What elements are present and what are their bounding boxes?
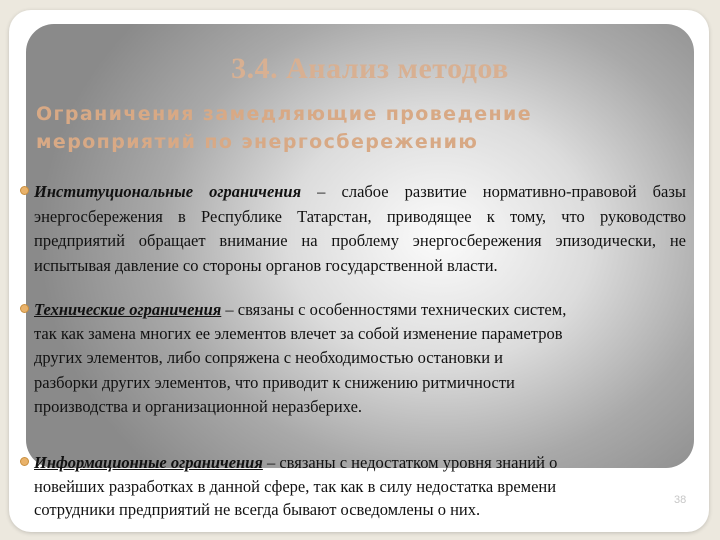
bullet-text	[34, 451, 686, 522]
subtitle-line: мероприятий по энергосбережению	[36, 131, 479, 153]
bullet-technical	[20, 298, 686, 419]
bullet-informational	[20, 451, 686, 522]
bullet-line: производства и организационной неразберихе.	[34, 396, 363, 416]
bullet-text	[34, 298, 684, 419]
bullet-dot-icon	[20, 186, 29, 195]
bullet-description: – слабое развитие нормативно-правовой базы энергосбережения в Республике Татарстан, приводящее к тому, что руководство предприятий обращает внимание на проблему энергосбережения эпизодически, не испытывая давление со стороны органов государственной власти.	[34, 182, 686, 275]
bullet-dot-icon	[20, 457, 29, 466]
bullet-line: разборки других элементов, что приводит к снижению ритмичности	[34, 372, 515, 392]
bullet-term: Институциональные ограничения	[34, 182, 302, 201]
bullet-dot-icon	[20, 304, 29, 313]
slide-title: 3.4. Анализ методов	[231, 52, 509, 85]
bullet-text	[34, 180, 686, 278]
bullet-line	[34, 451, 686, 475]
slide-subtitle	[36, 100, 666, 156]
bullet-line: так как замена многих ее элементов влечет за собой изменение параметров	[34, 324, 563, 344]
bullet-line: сотрудники предприятий не всегда бывают осведомлены о них.	[34, 500, 481, 519]
bullet-line: других элементов, либо сопряжена с необходимостью остановки и	[34, 348, 503, 368]
bullet-description: – связаны с недостатком уровня знаний о	[262, 453, 558, 472]
page-number: 38	[674, 494, 687, 506]
bullet-institutional	[20, 180, 686, 278]
bullet-term: Информационные ограничения	[34, 453, 263, 472]
bullet-line: новейших разработках в данной сфере, так как в силу недостатка времени	[34, 476, 557, 496]
subtitle-line: Ограничения замедляющие проведение	[36, 103, 533, 125]
bullet-line	[34, 298, 684, 322]
bullet-description: – связаны с особенностями технических систем,	[221, 300, 567, 319]
bullet-term: Технические ограничения	[34, 300, 222, 319]
